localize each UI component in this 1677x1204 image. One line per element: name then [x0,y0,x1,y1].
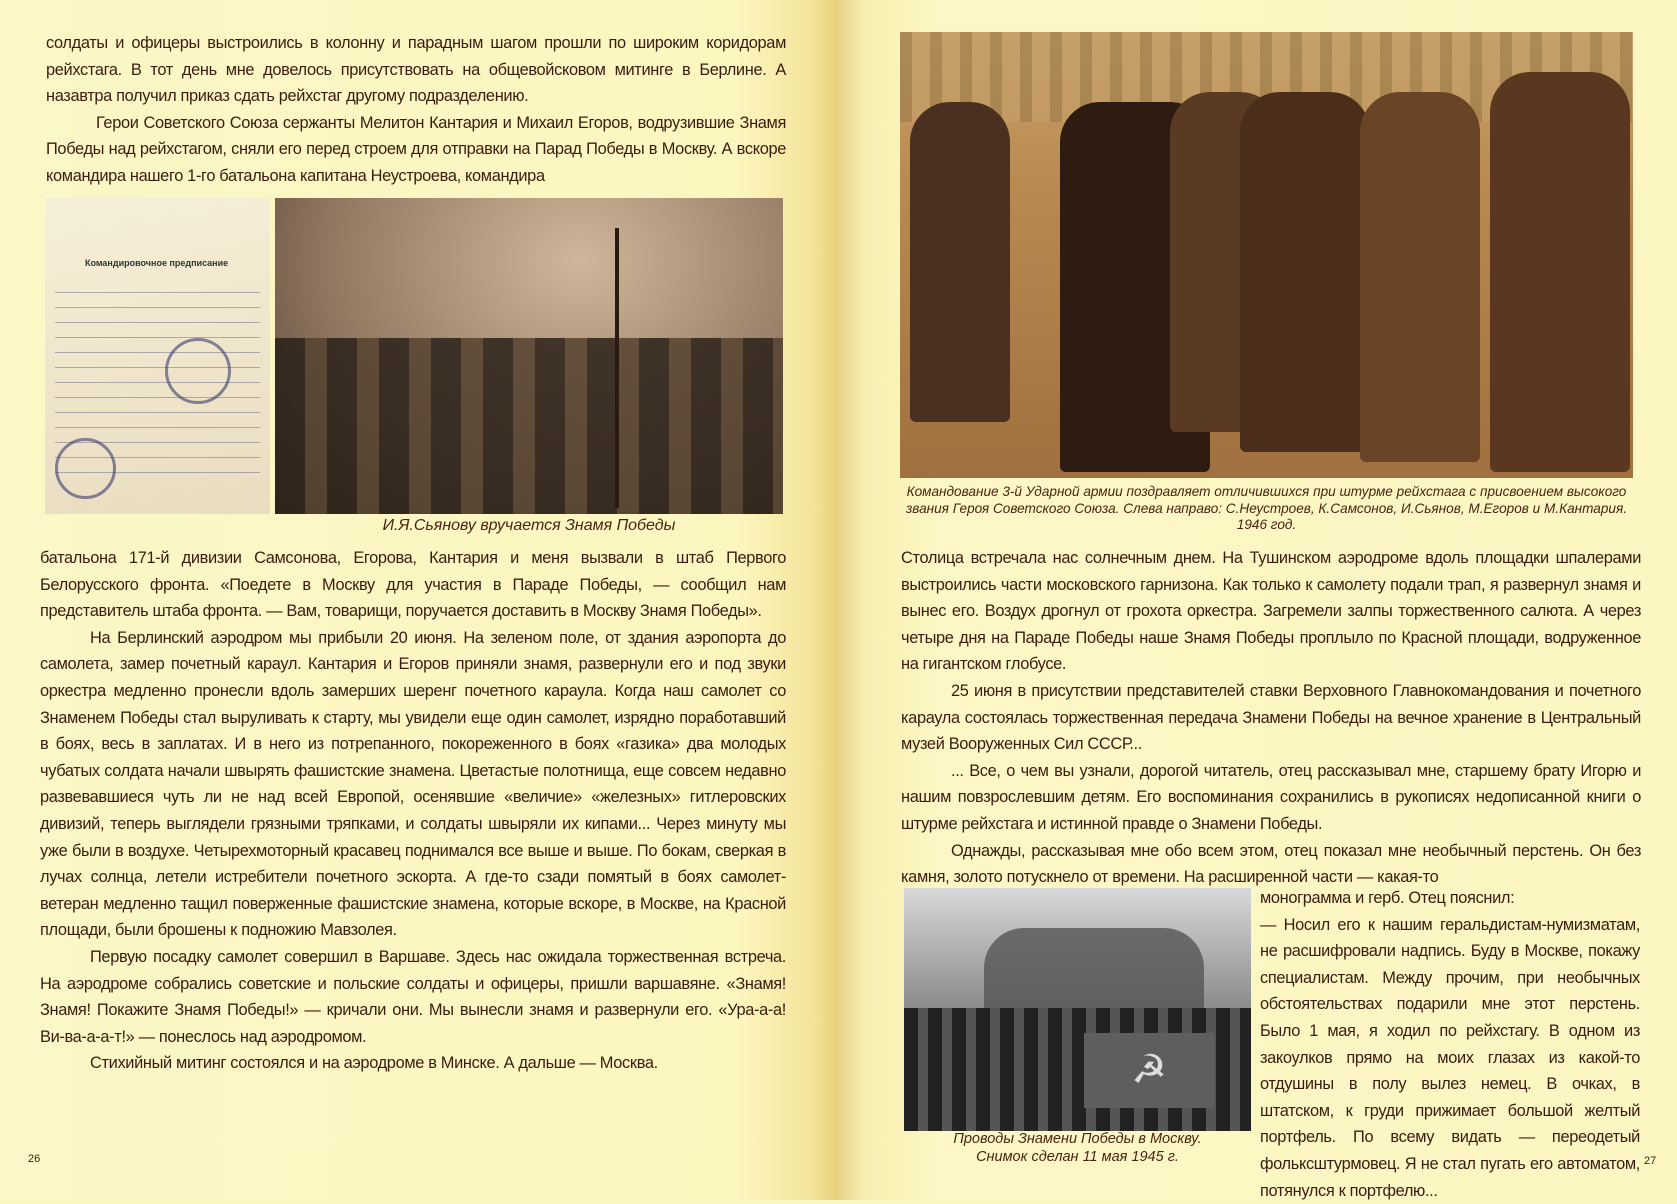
reichstag-flag-photo [904,888,1251,1131]
page-number: 27 [1644,1155,1657,1167]
paragraph: Столица встречала нас солнечным днем. На Тушинском аэродроме вдоль площадки шпалерами выстроились части московского гарнизона. Как только к самолету подали трап, я развернул знамя и вынес его. Воздух дрогнул от грохота оркестра. Загремели залпы торжественного салюта. А через четыре дня на Параде Победы наше Знамя Победы проплыло по Красной площади, водруженное на гигантском глобусе. [901,549,1641,674]
document-heading: Командировочное предписание [85,258,229,268]
caption-line: Проводы Знамени Победы в Москву. [953,1131,1202,1147]
left-top-text [46,30,786,190]
photo-caption: И.Я.Сьянову вручается Знамя Победы [382,517,676,534]
page-number: 26 [28,1153,41,1165]
paragraph: На Берлинский аэродром мы прибыли 20 июня. На зеленом поле, от здания аэропорта до самолета, замер почетный караул. Кантария и Егоров приняли знамя, развернули его и под звуки оркестра медленно пронесли вдоль замерших шеренг почетного караула. Когда наш самолет со Знаменем Победы стал выруливать к старту, мы увидели еще один самолет, изрядно поработавший в боях, весь в заплатах. И в него из потрепанного, покореженного в боях «газика» два молодых чубатых солдата начали швырять фашистские знамена. Цветастые полотнища, еще совсем недавно развевавшиеся чуть ли не над всей Европой, осенявшие «величие» «железных» гитлеровских дивизий, теперь выглядели грязными тряпками, и солдаты швыряли их кипами... Через минуту мы уже были в воздухе. Четырехмоторный красавец поднимался все выше и выше. По бокам, сверкая в лучах солнца, летели истребители почетного эскорта. А где-то сзади помятый в боях самолет-ветеран медленно тащил поверженные фашистские знамена, которые вскоре, в Москве, на Красной площади, были брошены к подножию Мавзолея. [40,628,786,940]
caption-line: Снимок сделан 11 мая 1945 г. [976,1149,1179,1165]
paragraph: 25 июня в присутствии представителей ставки Верховного Главнокомандования и почетного караула состоялась торжественная передача Знамени Победы на вечное хранение в Центральный музей Вооруженных Сил СССР... [901,681,1641,754]
right-page [838,0,1677,1200]
photo-caption [904,1130,1251,1166]
stamp-icon [55,438,116,499]
stamp-icon [165,338,231,404]
travel-order-document-image [45,198,270,514]
paragraph: Стихийный митинг состоялся и на аэродроме в Минске. А дальше — Москва. [90,1054,658,1073]
paragraph: Однажды, рассказывая мне обо всем этом, отец показал мне необычный перстень. Он без камня, золото потускнело от времени. На расширенной части — какая-то [901,841,1641,887]
paragraph: солдаты и офицеры выстроились в колонну и парадным шагом прошли по широким коридорам рейхстага. В тот день мне довелось присутствовать на общевойсковом митинге в Берлине. А назавтра получил приказ сдать рейхстаг другому подразделению. [46,34,786,106]
flag-pole [615,228,619,508]
photo-caption: Командование 3-й Ударной армии поздравляет отличившихся при штурме рейхстага с присвоением высокого звания Героя Советского Союза. Слева направо: С.Неустроев, К.Самсонов, И.Сьянов, М.Егоров и М.Кантария. 1946 год. [905,484,1628,532]
paragraph: — Носил его к нашим геральдистам-нумизматам, не расшифровали надпись. Буду в Москве, покажу специалистам. Между прочим, при необычных обстоятельствах подарили мне этот перстень. Было 1 мая, я ходил по рейхстагу. В одном из закоулков прямо на моих глазах из какой-то отдушины в полу вылез немец. В очках, в штатском, к груди прижимает большой желтый портфель. По всему видать — переодетый фольксштурмовец. Я не стал пугать его автоматом, потянулся к портфелю... [1260,915,1640,1200]
right-side-text [1260,885,1640,1204]
heroes-congratulation-photo [900,32,1633,478]
flag-handover-photo [275,198,783,514]
left-page [0,0,838,1200]
left-bottom-text [40,545,786,1077]
paragraph: Герои Советского Союза сержанты Мелитон Кантария и Михаил Егоров, водрузившие Знамя Победы над рейхстагом, сняли его перед строем для отправки на Парад Победы в Москву. А вскоре командира нашего 1-го батальона капитана Неустроева, командира [46,113,786,185]
paragraph: Первую посадку самолет совершил в Варшаве. Здесь нас ожидала торжественная встреча. На аэродроме собрались советские и польские солдаты и офицеры, пришли варшавяне. «Знамя! Знамя! Покажите Знамя Победы!» — кричали они. Мы вынесли знамя и развернули его. «Ура-а-а! Ви-ва-а-а-т!» — понеслось над аэродромом. [40,947,786,1046]
paragraph: батальона 171-й дивизии Самсонова, Егорова, Кантария и меня вызвали в штаб Первого Белорусского фронта. «Поедете в Москву для участия в Параде Победы, — сообщил нам представитель штаба фронта. — Вам, товарищи, поручается доставить в Москву Знамя Победы». [40,549,786,621]
hammer-sickle-icon: ☭ [1084,1033,1214,1108]
right-text [901,545,1641,891]
paragraph: ... Все, о чем вы узнали, дорогой читатель, отец рассказывал мне, старшему брату Игорю и нашим повзрослевшим детям. Его воспоминания сохранились в рукописях недописанной книги о штурме рейхстага и истинной правде о Знамени Победы. [901,761,1641,833]
paragraph: монограмма и герб. Отец пояснил: [1260,889,1515,907]
